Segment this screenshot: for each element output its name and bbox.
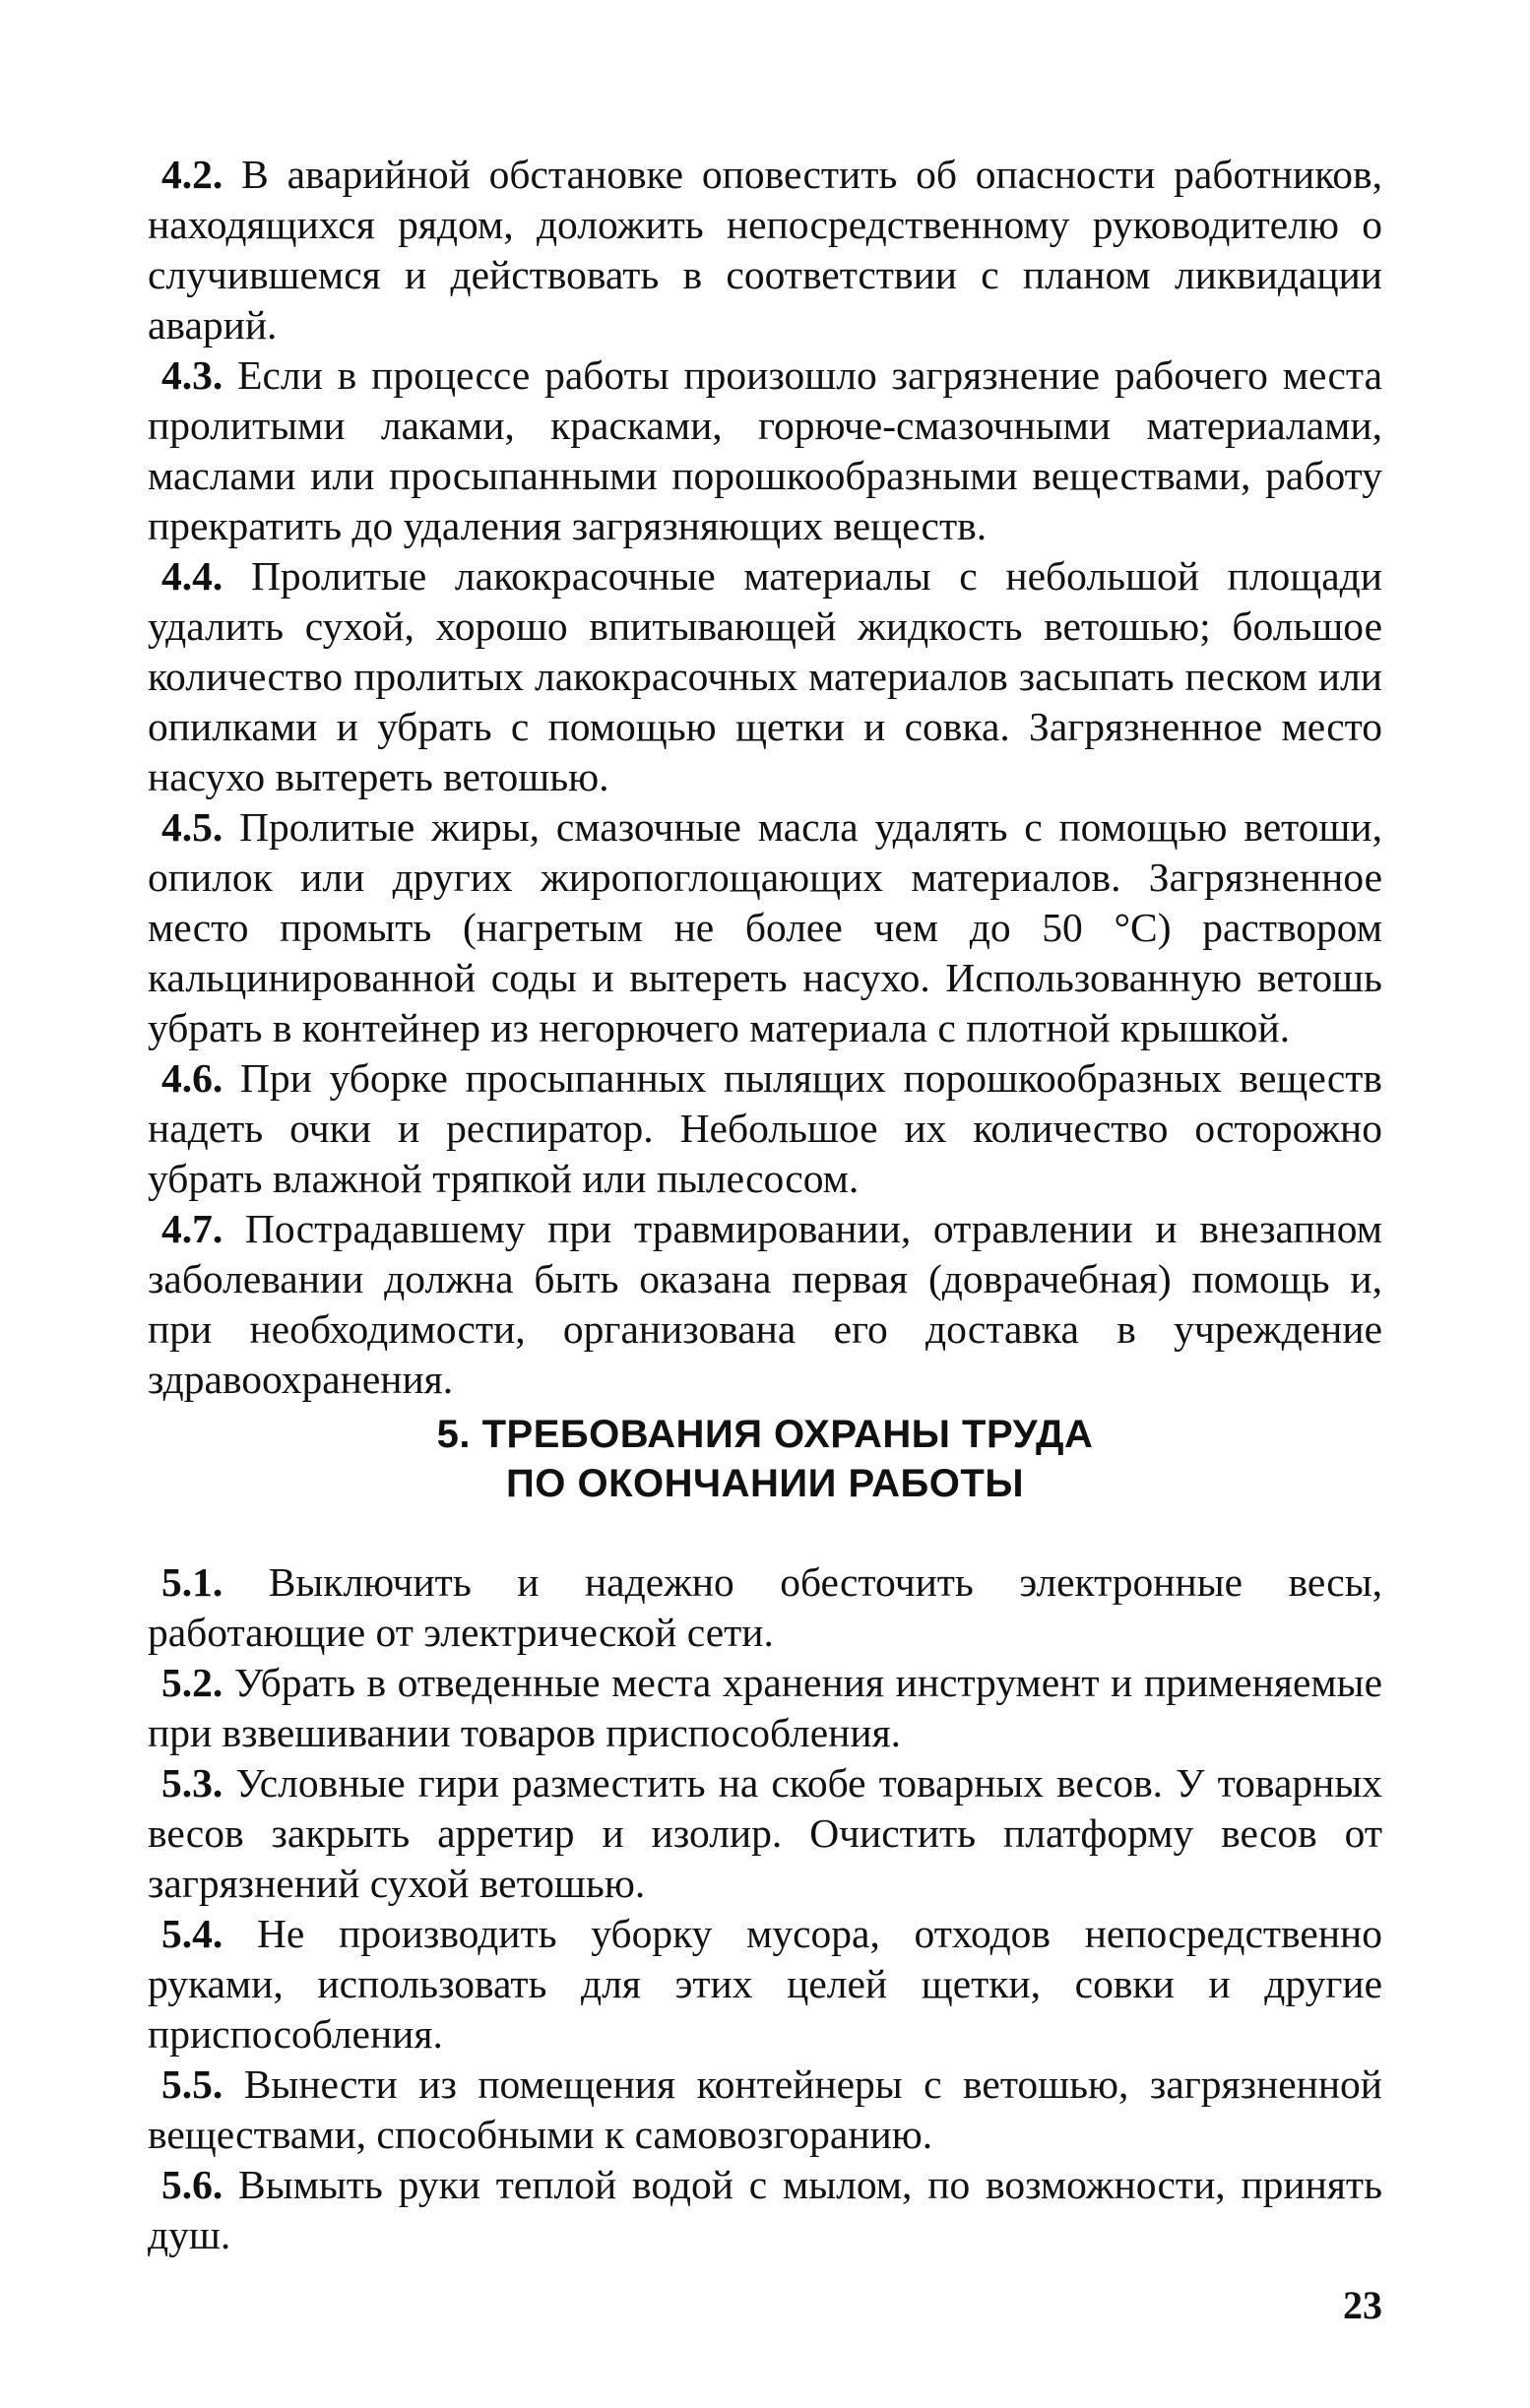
paragraph-text: Условные гири разместить на скобе товарных весов. У товарных весов закрыть арретир и изолир. Очистить платформу весов от загрязнений сухой ветошью. xyxy=(148,1760,1382,1906)
paragraph-5-4 xyxy=(148,1909,1382,2059)
heading-line-2: ПО ОКОНЧАНИИ РАБОТЫ xyxy=(505,1462,1024,1505)
paragraph-text: Не производить уборку мусора, отходов непосредственно руками, использовать для этих целей щетки, совки и другие приспособления. xyxy=(148,1911,1382,2057)
paragraph-text: Если в процессе работы произошло загрязнение рабочего места пролитыми лаками, красками, горюче-смазочными материалами, маслами или просыпанными порошкообразными веществами, работу прекратить до удаления загрязняющих веществ. xyxy=(148,352,1382,548)
section-5-body xyxy=(148,1557,1382,2260)
paragraph-4-5 xyxy=(148,802,1382,1053)
paragraph-text: Вынести из помещения контейнеры с ветошью, загрязненной веществами, способными к самовозгоранию. xyxy=(148,2061,1382,2157)
paragraph-text: При уборке просыпанных пылящих порошкообразных веществ надеть очки и респиратор. Небольшое их количество осторожно убрать влажной тряпкой или пылесосом. xyxy=(148,1055,1382,1201)
paragraph-4-7 xyxy=(148,1204,1382,1405)
paragraph-number: 4.7. xyxy=(161,1206,223,1251)
paragraph-number: 5.3. xyxy=(161,1760,223,1806)
paragraph-5-3 xyxy=(148,1758,1382,1909)
paragraph-number: 4.2. xyxy=(161,152,223,197)
paragraph-5-2 xyxy=(148,1658,1382,1758)
paragraph-number: 4.3. xyxy=(161,352,223,398)
paragraph-text: Убрать в отведенные места хранения инструмент и применяемые при взвешивании товаров приспособления. xyxy=(148,1660,1382,1755)
paragraph-number: 5.5. xyxy=(161,2061,223,2107)
paragraph-number: 5.2. xyxy=(161,1660,223,1705)
page-number: 23 xyxy=(1343,2283,1382,2327)
paragraph-text: Пролитые жиры, смазочные масла удалять с помощью ветоши, опилок или других жиропоглощающих материалов. Загрязненное место промыть (нагретым не более чем до 50 °С) раствором кальцинированной соды и вытереть насухо. Использованную ветошь убрать в контейнер из негорючего материала с плотной крышкой. xyxy=(148,804,1382,1050)
section-5-heading xyxy=(148,1410,1382,1508)
paragraph-text: Выключить и надежно обесточить электронные весы, работающие от электрической сети. xyxy=(148,1559,1382,1655)
paragraph-5-1 xyxy=(148,1557,1382,1658)
paragraph-number: 4.6. xyxy=(161,1055,223,1101)
paragraph-5-5 xyxy=(148,2059,1382,2160)
paragraph-4-3 xyxy=(148,350,1382,551)
paragraph-number: 4.5. xyxy=(161,804,223,850)
paragraph-text: Пострадавшему при травмировании, отравлении и внезапном заболевании должна быть оказана первая (доврачебная) помощь и, при необходимости, организована его доставка в учреждение здравоохранения. xyxy=(148,1206,1382,1402)
heading-line-1: 5. ТРЕБОВАНИЯ ОХРАНЫ ТРУДА xyxy=(436,1413,1094,1456)
section-4-body xyxy=(148,150,1382,1405)
paragraph-number: 5.1. xyxy=(161,1559,223,1605)
paragraph-4-4 xyxy=(148,551,1382,802)
paragraph-text: Вымыть руки теплой водой с мылом, по возможности, принять душ. xyxy=(148,2162,1382,2257)
paragraph-number: 5.6. xyxy=(161,2162,223,2207)
paragraph-5-6 xyxy=(148,2160,1382,2260)
paragraph-text: В аварийной обстановке оповестить об опасности работников, находящихся рядом, доложить непосредственному руководителю о случившемся и действовать в соответствии с планом ликвидации аварий. xyxy=(148,152,1382,348)
paragraph-4-6 xyxy=(148,1053,1382,1204)
paragraph-4-2 xyxy=(148,150,1382,350)
paragraph-number: 4.4. xyxy=(161,553,223,599)
paragraph-number: 5.4. xyxy=(161,1911,223,1956)
paragraph-text: Пролитые лакокрасочные материалы с небольшой площади удалить сухой, хорошо впитывающей жидкость ветошью; большое количество пролитых лакокрасочных материалов засыпать песком или опилками и убрать с помощью щетки и совка. Загрязненное место насухо вытереть ветошью. xyxy=(148,553,1382,799)
